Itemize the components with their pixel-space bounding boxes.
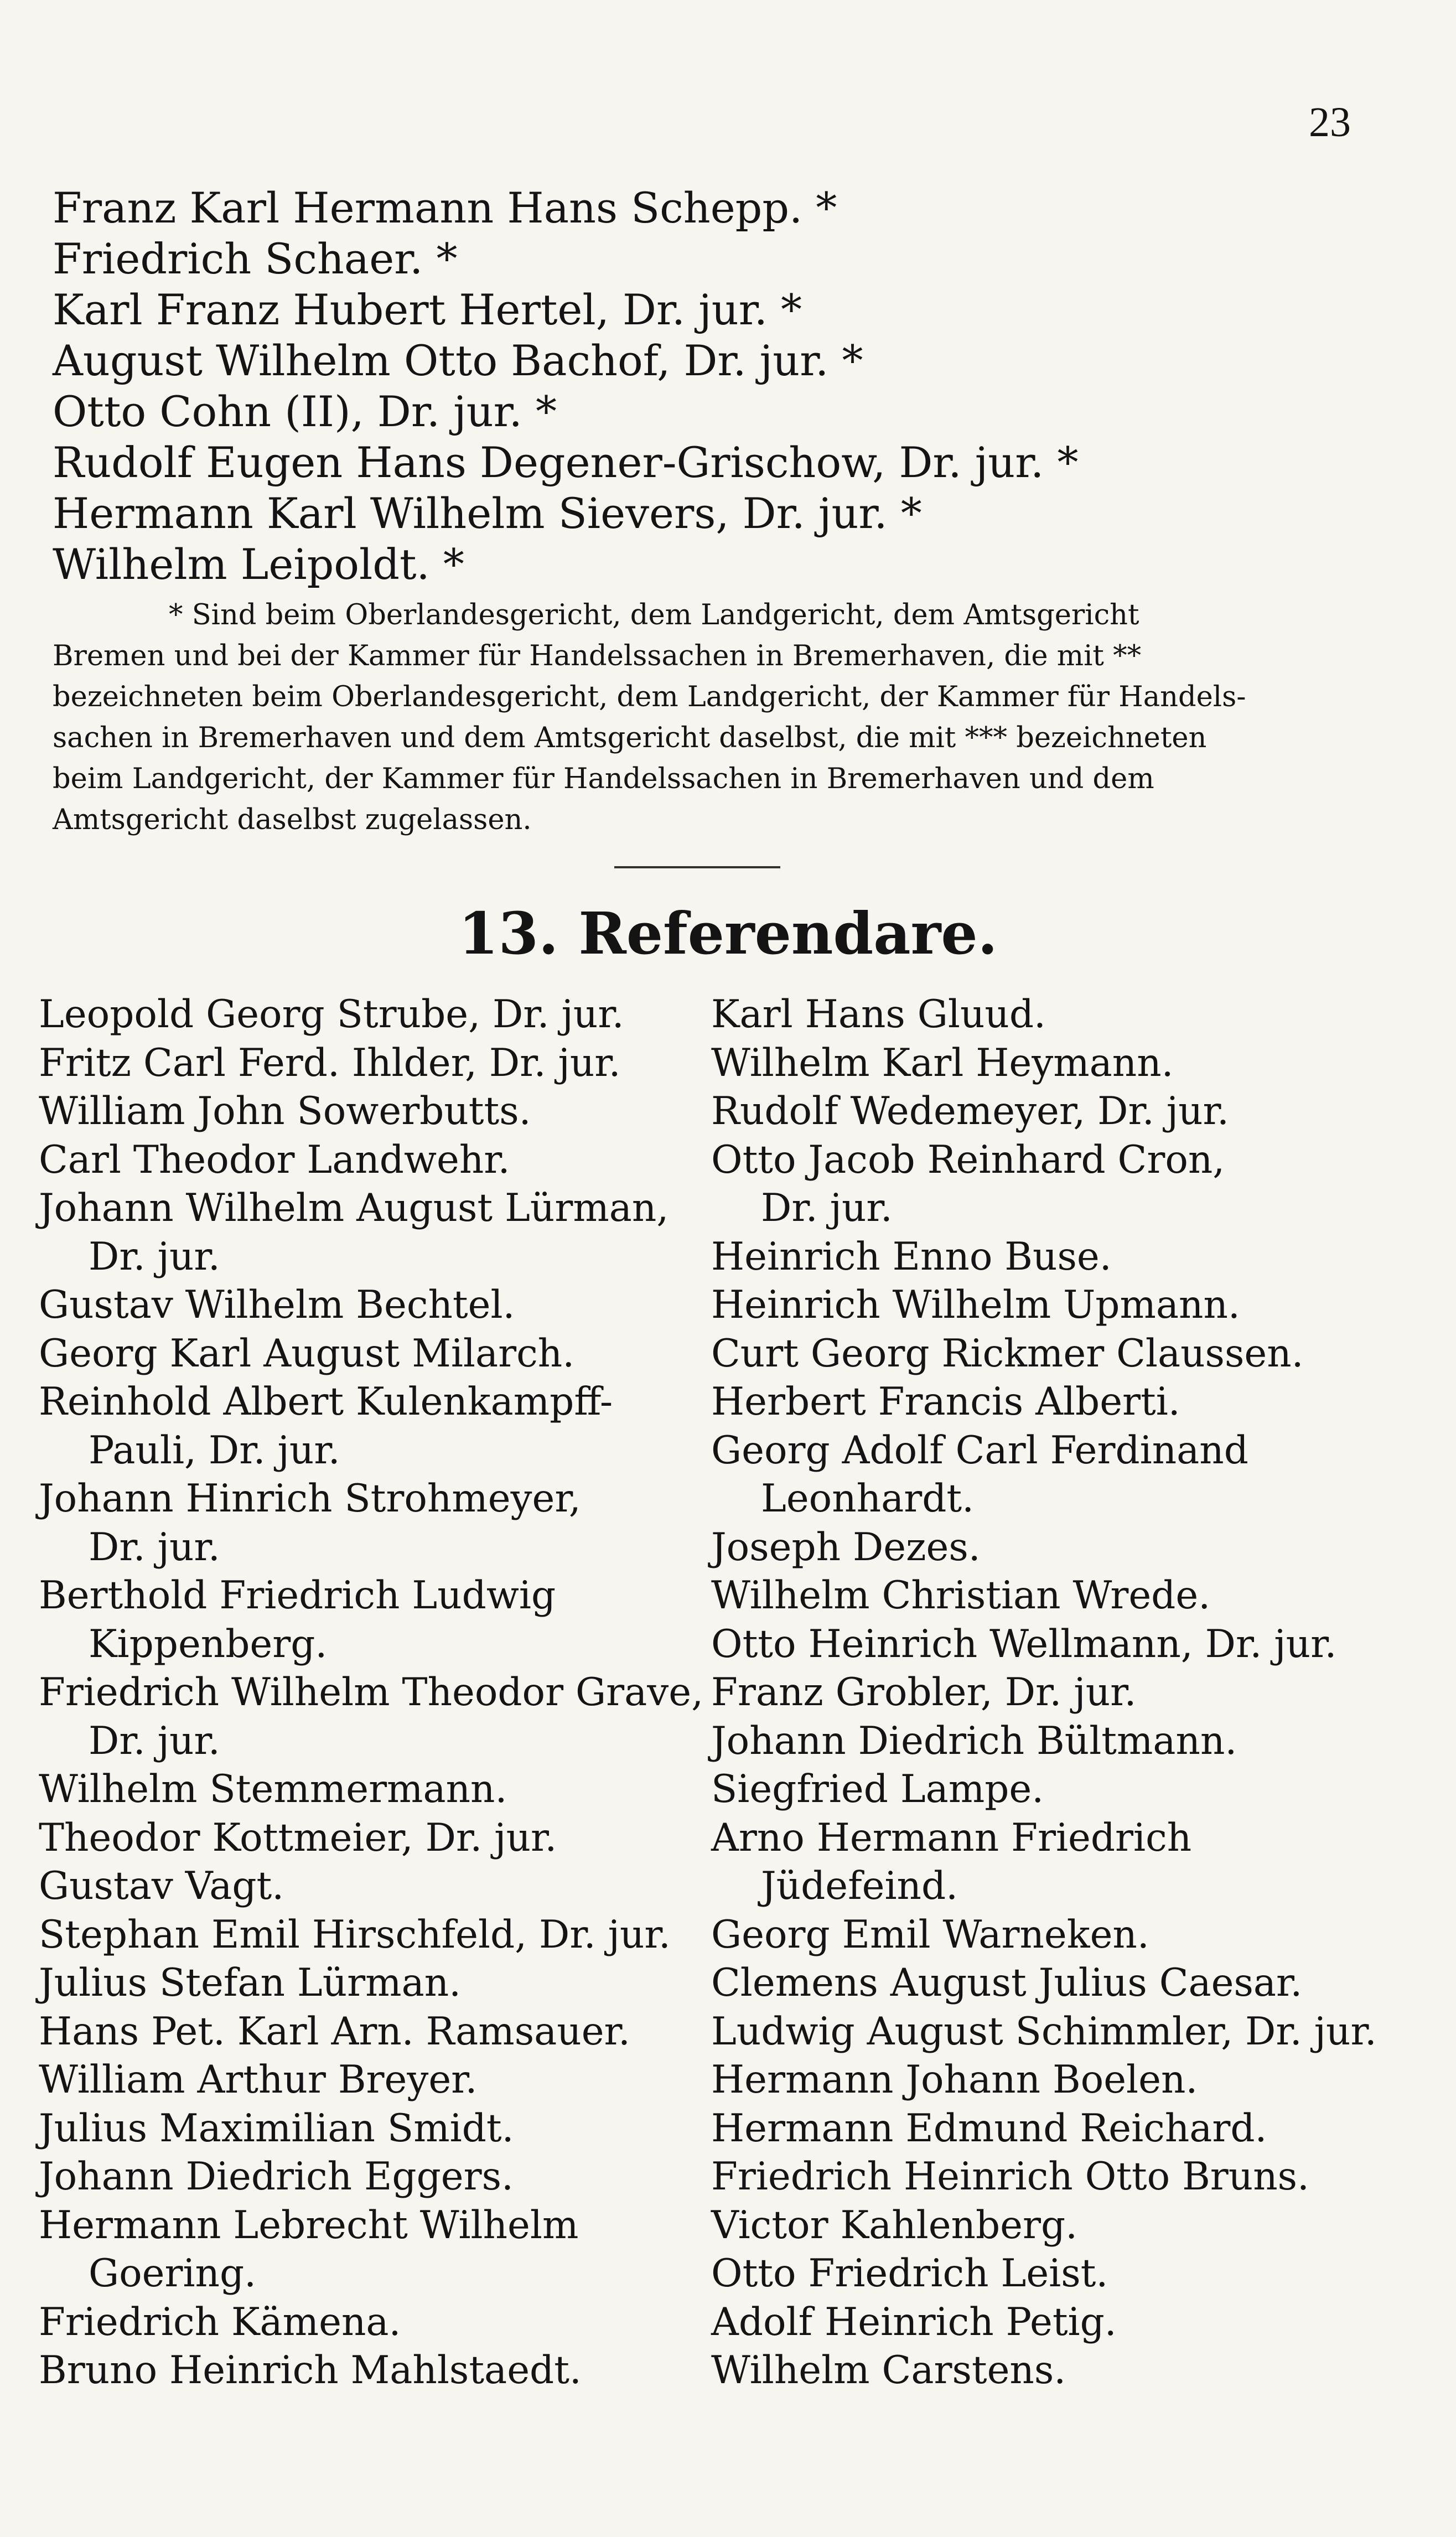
list-item: Johann Diedrich Eggers. bbox=[39, 2155, 514, 2199]
list-item: Wilhelm Stemmermann. bbox=[39, 1767, 507, 1811]
list-item: Friedrich Wilhelm Theodor Grave, bbox=[39, 1670, 703, 1715]
list-item: Clemens August Julius Caesar. bbox=[711, 1961, 1303, 2005]
footnote-line: Bremen und bei der Kammer für Handelssachen in Bremerhaven, die mit ** bbox=[53, 640, 1142, 672]
list-item: Heinrich Wilhelm Upmann. bbox=[711, 1283, 1240, 1327]
footnote-line: bezeichneten beim Oberlandesgericht, dem Landgericht, der Kammer für Handels- bbox=[53, 681, 1246, 713]
list-item: Franz Karl Hermann Hans Schepp. * bbox=[53, 183, 837, 232]
list-item: Karl Franz Hubert Hertel, Dr. jur. * bbox=[53, 285, 802, 334]
list-item: Otto Friedrich Leist. bbox=[711, 2251, 1108, 2296]
section-divider bbox=[614, 866, 780, 868]
list-item: August Wilhelm Otto Bachof, Dr. jur. * bbox=[53, 336, 863, 385]
list-item: Friedrich Kämena. bbox=[39, 2300, 401, 2344]
list-item: Bruno Heinrich Mahlstaedt. bbox=[39, 2348, 582, 2393]
list-item: Hermann Karl Wilhelm Sievers, Dr. jur. * bbox=[53, 489, 922, 538]
list-item: Siegfried Lampe. bbox=[711, 1767, 1044, 1811]
list-item: Julius Stefan Lürman. bbox=[39, 1961, 462, 2005]
footnote-line: sachen in Bremerhaven und dem Amtsgericht daselbst, die mit *** bezeichneten bbox=[53, 722, 1207, 754]
list-item: Friedrich Schaer. * bbox=[53, 234, 458, 283]
list-item: Wilhelm Carstens. bbox=[711, 2348, 1066, 2393]
list-item: Georg Karl August Milarch. bbox=[39, 1331, 575, 1376]
list-item: Dr. jur. bbox=[89, 1718, 220, 1763]
list-item: Georg Emil Warneken. bbox=[711, 1912, 1149, 1957]
list-item: Otto Jacob Reinhard Cron, bbox=[711, 1137, 1225, 1182]
attorney-list bbox=[53, 183, 1381, 590]
list-item: Goering. bbox=[89, 2251, 257, 2296]
list-item: Leopold Georg Strube, Dr. jur. bbox=[39, 992, 624, 1037]
list-item: Hermann Johann Boelen. bbox=[711, 2058, 1198, 2102]
list-item: Johann Wilhelm August Lürman, bbox=[39, 1186, 669, 1230]
list-item: Dr. jur. bbox=[89, 1525, 220, 1570]
list-item: Wilhelm Leipoldt. * bbox=[53, 540, 464, 589]
list-item: Reinhold Albert Kulenkampff- bbox=[39, 1380, 613, 1424]
list-item: Hermann Lebrecht Wilhelm bbox=[39, 2203, 579, 2248]
list-item: Joseph Dezes. bbox=[711, 1525, 981, 1570]
list-item: Otto Cohn (II), Dr. jur. * bbox=[53, 387, 557, 436]
list-item: Karl Hans Gluud. bbox=[711, 992, 1046, 1037]
list-item: Wilhelm Christian Wrede. bbox=[711, 1573, 1211, 1618]
referendare-left-column bbox=[39, 991, 703, 2395]
list-item: Gustav Wilhelm Bechtel. bbox=[39, 1283, 515, 1327]
list-item: Kippenberg. bbox=[89, 1622, 328, 1666]
section-title: 13. Referendare. bbox=[458, 899, 998, 967]
list-item: Adolf Heinrich Petig. bbox=[711, 2300, 1117, 2344]
list-item: Georg Adolf Carl Ferdinand bbox=[711, 1428, 1248, 1473]
list-item: William Arthur Breyer. bbox=[39, 2058, 478, 2102]
list-item: William John Sowerbutts. bbox=[39, 1089, 531, 1133]
page-number: 23 bbox=[1309, 99, 1351, 146]
footnote-line: * Sind beim Oberlandesgericht, dem Landgericht, dem Amtsgericht bbox=[169, 599, 1139, 631]
list-item: Stephan Emil Hirschfeld, Dr. jur. bbox=[39, 1912, 671, 1957]
list-item: Gustav Vagt. bbox=[39, 1864, 284, 1908]
list-item: Herbert Francis Alberti. bbox=[711, 1380, 1180, 1424]
list-item: Fritz Carl Ferd. Ihlder, Dr. jur. bbox=[39, 1040, 621, 1085]
list-item: Pauli, Dr. jur. bbox=[89, 1428, 340, 1473]
list-item: Ludwig August Schimmler, Dr. jur. bbox=[711, 2009, 1377, 2054]
list-item: Carl Theodor Landwehr. bbox=[39, 1137, 510, 1182]
list-item: Rudolf Wedemeyer, Dr. jur. bbox=[711, 1089, 1229, 1133]
footnote bbox=[53, 595, 1353, 841]
list-item: Dr. jur. bbox=[89, 1234, 220, 1279]
list-item: Hans Pet. Karl Arn. Ramsauer. bbox=[39, 2009, 630, 2054]
list-item: Julius Maximilian Smidt. bbox=[39, 2106, 514, 2151]
list-item: Berthold Friedrich Ludwig bbox=[39, 1573, 556, 1618]
list-item: Dr. jur. bbox=[761, 1186, 893, 1230]
list-item: Jüdefeind. bbox=[761, 1864, 958, 1908]
list-item: Curt Georg Rickmer Claussen. bbox=[711, 1331, 1304, 1376]
list-item: Otto Heinrich Wellmann, Dr. jur. bbox=[711, 1622, 1337, 1666]
list-item: Victor Kahlenberg. bbox=[711, 2203, 1078, 2248]
footnote-line: beim Landgericht, der Kammer für Handelssachen in Bremerhaven und dem bbox=[53, 763, 1154, 795]
list-item: Leonhardt. bbox=[761, 1477, 975, 1521]
footnote-line: Amtsgericht daselbst zugelassen. bbox=[53, 804, 532, 836]
list-item: Friedrich Heinrich Otto Bruns. bbox=[711, 2155, 1309, 2199]
list-item: Theodor Kottmeier, Dr. jur. bbox=[39, 1815, 557, 1860]
list-item: Franz Grobler, Dr. jur. bbox=[711, 1670, 1137, 1715]
list-item: Hermann Edmund Reichard. bbox=[711, 2106, 1267, 2151]
list-item: Heinrich Enno Buse. bbox=[711, 1234, 1112, 1279]
list-item: Johann Diedrich Bültmann. bbox=[711, 1718, 1237, 1763]
referendare-right-column bbox=[711, 991, 1375, 2395]
list-item: Wilhelm Karl Heymann. bbox=[711, 1040, 1174, 1085]
list-item: Johann Hinrich Strohmeyer, bbox=[39, 1477, 581, 1521]
list-item: Rudolf Eugen Hans Degener-Grischow, Dr. jur. * bbox=[53, 438, 1079, 487]
list-item: Arno Hermann Friedrich bbox=[711, 1815, 1192, 1860]
